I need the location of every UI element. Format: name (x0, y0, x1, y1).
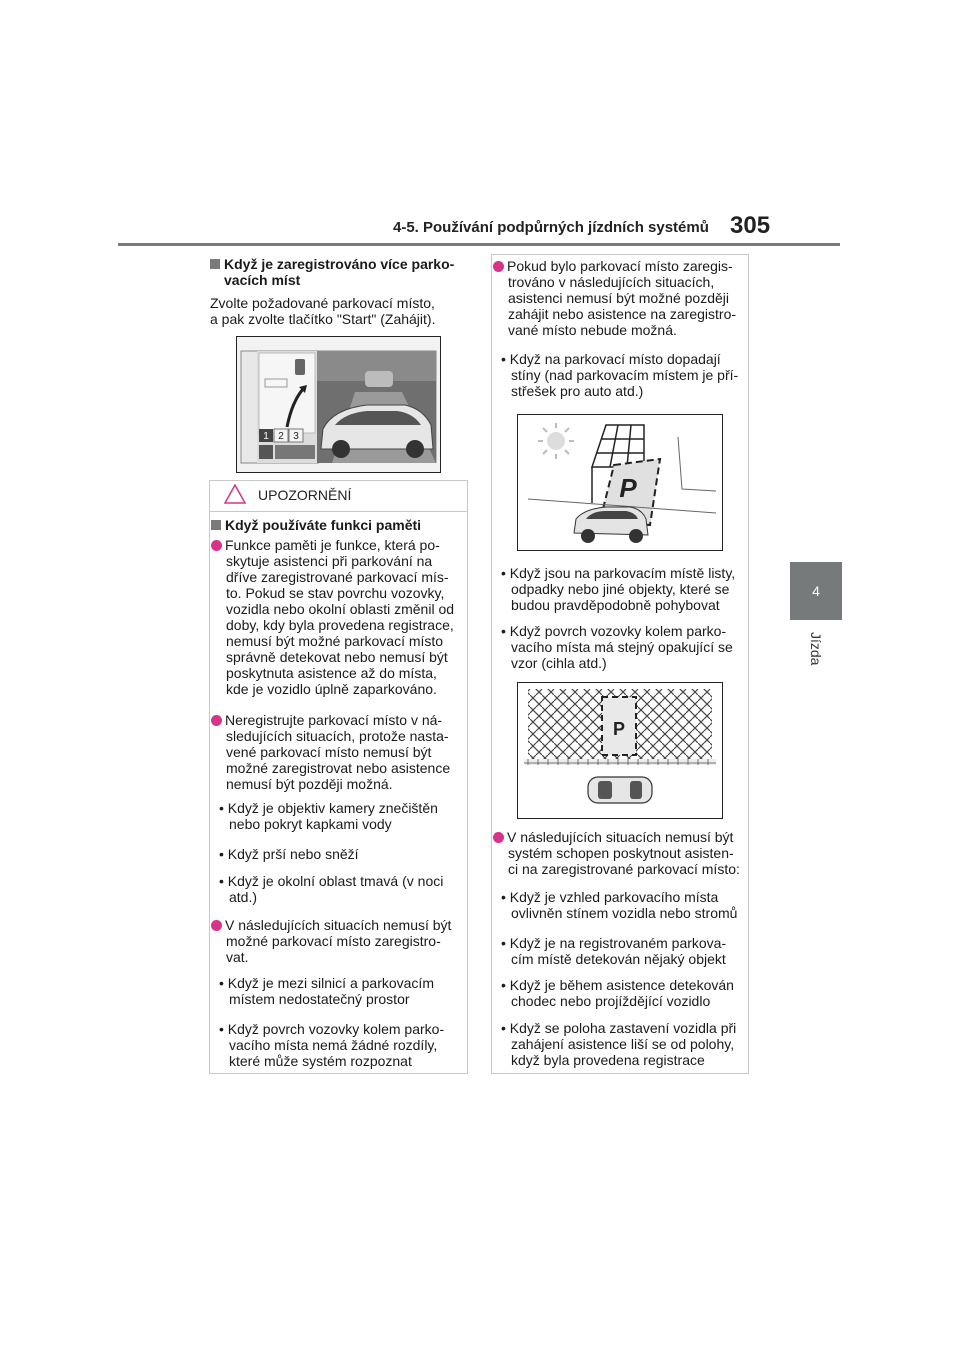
dot-bullet-icon (211, 715, 222, 726)
later-paragraph: Pokud bylo parkovací místo zaregis- trováno v následujících situacích, asistenci nemusí být možné později zahájit nebo asistence na zaregistro- vané místo nebude možná. (493, 258, 762, 338)
list-item: • Když je mezi silnicí a parkovacím místem nedostatečný prostor (219, 975, 434, 1007)
dot-bullet-icon (493, 261, 504, 272)
list-item: • Když na parkovací místo dopadají stíny (nad parkovacím místem je pří- střešek pro auto atd.) (501, 351, 739, 399)
chapter-side-label (806, 632, 826, 692)
header-divider (118, 243, 840, 246)
shadow-parking-illustration (518, 415, 722, 550)
dot-bullet-icon (211, 540, 222, 551)
brick-pattern-illustration (518, 683, 722, 818)
noregister-paragraph: Neregistrujte parkovací místo v ná- sledujících situacích, protože nasta- vené parkovací místo nemusí být možné zaregistrovat nebo asistence nemusí být později možná. (211, 712, 482, 792)
assist-paragraph: V následujících situacích nemusí být systém schopen poskytnout asisten- ci na zaregistrované parkovací místo: (493, 829, 762, 877)
warning-triangle-icon (224, 484, 246, 509)
dot-bullet-icon (493, 832, 504, 843)
section-title: 4-5. Používání podpůrných jízdních systémů (393, 219, 709, 236)
brick-parking-symbol: P (612, 719, 626, 739)
chapter-number: 4 (812, 583, 820, 599)
list-item: • Když povrch vozovky kolem parko- vacího místa nemá žádné rozdíly, které může systém rozpoznat (219, 1021, 445, 1069)
chapter-tab (790, 562, 842, 620)
parking-symbol: P (619, 473, 637, 503)
list-item: • Když se poloha zastavení vozidla při zahájení asistence liší se od polohy, když byla provedena registrace (501, 1020, 737, 1068)
warning-divider (209, 511, 468, 512)
screen-button-2: 2 (278, 431, 284, 442)
square-bullet-icon (211, 520, 221, 530)
list-item: • Když prší nebo sněží (219, 846, 359, 862)
page-number: 305 (730, 212, 771, 239)
square-bullet-icon (210, 259, 220, 269)
memory-paragraph: Funkce paměti je funkce, která po- skytuje asistenci při parkování na dříve zaregistrované parkovací mís- to. Pokud se stav povrchu vozovky, vozidla nebo okolní oblasti změnil od doby, kdy byla provedena registrace, nemusí být možné parkovací místo správně detekovat nebo nemusí být poskytnuta asistence až do místa, kde je vozidlo úplně zaparkováno. (211, 537, 482, 697)
parking-screen-illustration (237, 337, 440, 472)
space-paragraph: V následujících situacích nemusí být možné parkovací místo zaregistro- vat. (211, 917, 482, 965)
parking-screen-figure (236, 336, 441, 473)
list-item: • Když je na registrovaném parkova- cím místě detekován nějaký objekt (501, 935, 727, 967)
instruction-text: Zvolte požadované parkovací místo, a pak zvolte tlačítko "Start" (Zahájit). (210, 295, 436, 327)
car-icon (588, 777, 652, 803)
list-item: • Když je okolní oblast tmavá (v noci atd.) (219, 873, 444, 905)
multi-space-heading: Když je zaregistrováno více parko- vacích míst (210, 256, 470, 288)
list-item: • Když jsou na parkovacím místě listy, odpadky nebo jiné objekty, které se budou pravděpodobně pohybovat (501, 565, 736, 613)
dot-bullet-icon (211, 920, 222, 931)
list-item: • Když je během asistence detekován chodec nebo projíždějící vozidlo (501, 977, 734, 1009)
chapter-label: Jízda (808, 632, 824, 666)
screen-button-3: 3 (293, 431, 299, 442)
brick-pattern-figure (517, 682, 723, 819)
screen-button-1: 1 (263, 431, 269, 442)
memory-heading: Když používáte funkci paměti (211, 517, 466, 533)
list-item: • Když je vzhled parkovacího místa ovlivněn stínem vozidla nebo stromů (501, 889, 738, 921)
list-item: • Když povrch vozovky kolem parko- vacího místa má stejný opakující se vzor (cihla atd.) (501, 623, 733, 671)
shadow-parking-figure (517, 414, 723, 551)
list-item: • Když je objektiv kamery znečištěn nebo pokryt kapkami vody (219, 800, 438, 832)
warning-title: UPOZORNĚNÍ (258, 487, 352, 503)
